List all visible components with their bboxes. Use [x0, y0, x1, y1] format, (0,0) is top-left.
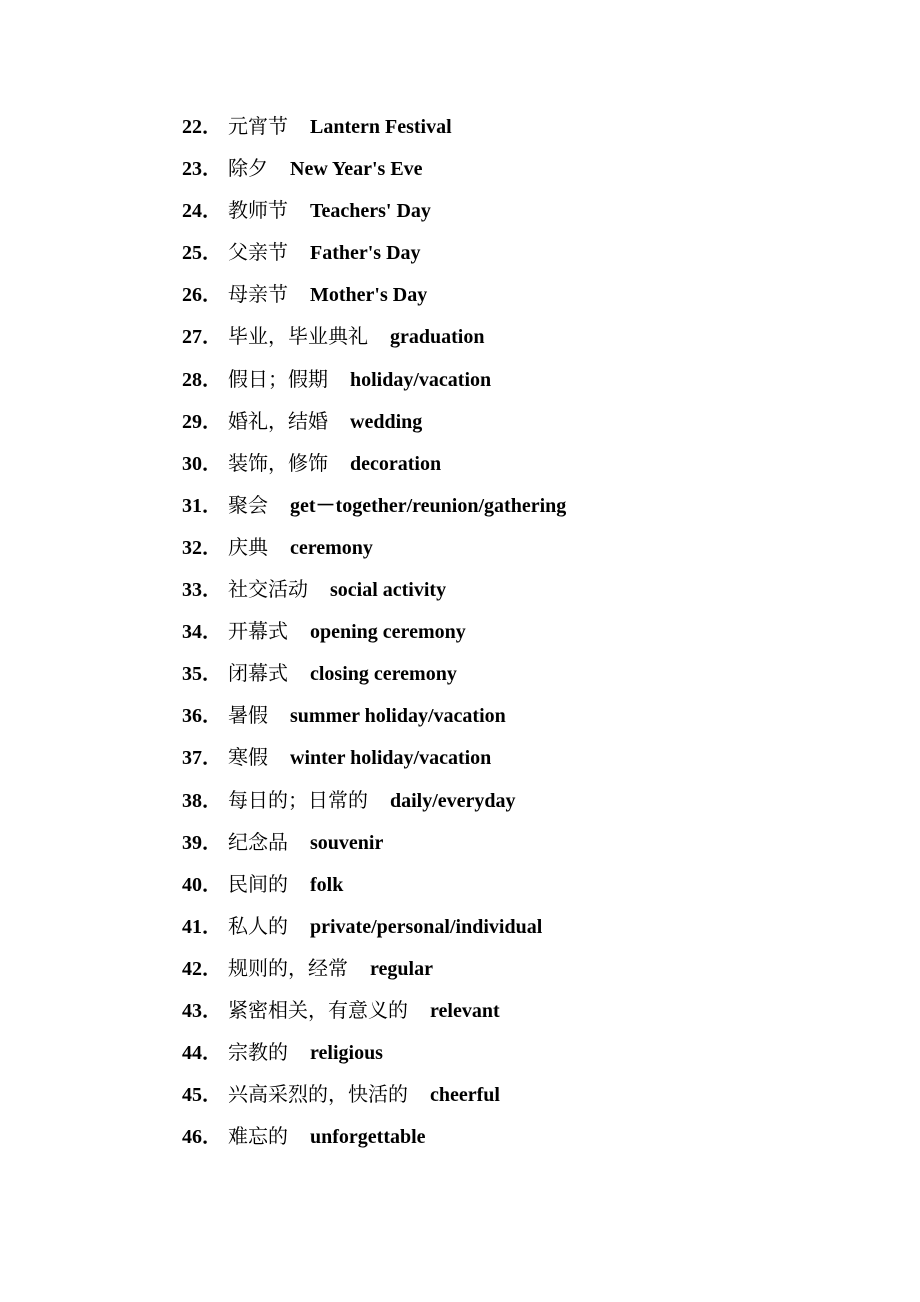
entry-separator: ．: [202, 873, 222, 896]
english-term: cheerful: [430, 1084, 500, 1107]
english-term: opening ceremony: [310, 621, 466, 644]
entry-number: 36: [182, 705, 202, 728]
vocab-entry: [182, 191, 566, 233]
entry-number: 35: [182, 663, 202, 686]
entry-separator: ．: [202, 579, 222, 602]
entry-separator: ．: [202, 705, 222, 728]
entry-number: 33: [182, 579, 202, 602]
english-term: summer holiday/vacation: [290, 705, 506, 728]
entry-separator: ．: [202, 957, 222, 980]
english-term: Lantern Festival: [310, 116, 452, 138]
vocab-entry: [182, 402, 566, 444]
vocab-entry: [182, 444, 566, 486]
entry-separator: ．: [202, 621, 222, 644]
chinese-term: 教师节: [228, 198, 288, 223]
chinese-term: 兴高采烈的，快活的: [228, 1082, 408, 1107]
entry-number: 27: [182, 326, 202, 349]
english-term: graduation: [390, 326, 485, 349]
english-term: ceremony: [290, 536, 373, 559]
english-term: decoration: [350, 452, 442, 475]
english-term: unforgettable: [310, 1126, 426, 1149]
english-term: get－together/reunion/gathering: [290, 494, 567, 517]
chinese-term: 庆典: [228, 534, 268, 559]
chinese-term: 毕业，毕业典礼: [228, 324, 368, 349]
entry-number: 41: [182, 915, 202, 938]
entry-separator: ．: [202, 452, 222, 475]
chinese-term: 寒假: [228, 745, 268, 770]
entry-number: 29: [182, 410, 202, 433]
vocab-entry: [182, 486, 566, 528]
english-term: relevant: [430, 999, 500, 1022]
entry-separator: ．: [202, 284, 222, 307]
vocab-entry: [182, 1033, 566, 1075]
chinese-term: 装饰，修饰: [228, 450, 328, 475]
entry-separator: ．: [202, 747, 222, 770]
chinese-term: 社交活动: [228, 577, 308, 602]
english-term: daily/everyday: [390, 789, 516, 812]
chinese-term: 父亲节: [228, 240, 288, 265]
english-term: holiday/vacation: [350, 368, 492, 391]
vocab-entry: [182, 949, 566, 991]
vocab-entry: [182, 738, 566, 780]
entry-number: 34: [182, 621, 202, 644]
english-term: social activity: [330, 579, 447, 602]
vocab-entry: [182, 275, 566, 317]
entry-separator: ．: [202, 831, 222, 854]
vocab-entry: [182, 317, 566, 359]
entry-separator: ．: [202, 789, 222, 812]
chinese-term: 开幕式: [228, 619, 288, 644]
entry-separator: ．: [202, 1126, 222, 1149]
vocab-entry: [182, 865, 566, 907]
chinese-term: 闭幕式: [228, 661, 288, 686]
entry-number: 38: [182, 789, 202, 812]
english-term: closing ceremony: [310, 663, 457, 686]
english-term: religious: [310, 1042, 383, 1065]
english-term: folk: [310, 873, 344, 896]
entry-separator: ．: [202, 326, 222, 349]
entry-number: 28: [182, 368, 202, 391]
vocab-entry: [182, 781, 566, 823]
entry-number: 37: [182, 747, 202, 770]
entry-number: 31: [182, 494, 202, 517]
entry-separator: ．: [202, 116, 222, 138]
english-term: New Year's Eve: [290, 158, 423, 181]
entry-separator: ．: [202, 200, 222, 223]
entry-separator: ．: [202, 368, 222, 391]
vocab-entry: [182, 654, 566, 696]
vocab-entry: [182, 1117, 566, 1159]
entry-separator: ．: [202, 410, 222, 433]
entry-number: 46: [182, 1126, 202, 1149]
vocab-entry: [182, 528, 566, 570]
english-term: souvenir: [310, 831, 384, 854]
chinese-term: 民间的: [228, 871, 288, 896]
chinese-term: 婚礼，结婚: [228, 408, 328, 433]
entry-separator: ．: [202, 158, 222, 181]
entry-separator: ．: [202, 536, 222, 559]
chinese-term: 假日；假期: [228, 366, 328, 391]
entry-number: 30: [182, 452, 202, 475]
entry-number: 32: [182, 536, 202, 559]
entry-number: 45: [182, 1084, 202, 1107]
chinese-term: 母亲节: [228, 282, 288, 307]
english-term: Father's Day: [310, 242, 421, 265]
entry-separator: ．: [202, 1042, 222, 1065]
vocab-entry: [182, 823, 566, 865]
chinese-term: 纪念品: [228, 829, 288, 854]
english-term: private/personal/individual: [310, 915, 543, 938]
english-term: regular: [370, 957, 433, 980]
vocab-entry: [182, 233, 566, 275]
english-term: Teachers' Day: [310, 200, 431, 223]
entry-separator: ．: [202, 494, 222, 517]
vocab-entry: [182, 360, 566, 402]
entry-number: 40: [182, 873, 202, 896]
chinese-term: 元宵节: [228, 114, 288, 138]
vocab-entry: [182, 107, 566, 149]
vocabulary-list: [182, 107, 566, 1159]
english-term: Mother's Day: [310, 284, 428, 307]
chinese-term: 规则的，经常: [228, 955, 348, 980]
vocab-entry: [182, 149, 566, 191]
entry-number: 42: [182, 957, 202, 980]
entry-number: 26: [182, 284, 202, 307]
entry-number: 22: [182, 116, 202, 138]
chinese-term: 紧密相关，有意义的: [228, 997, 408, 1022]
entry-separator: ．: [202, 999, 222, 1022]
chinese-term: 私人的: [228, 913, 288, 938]
english-term: wedding: [350, 410, 423, 433]
vocab-entry: [182, 612, 566, 654]
chinese-term: 暑假: [228, 703, 268, 728]
chinese-term: 聚会: [228, 492, 268, 517]
vocab-entry: [182, 907, 566, 949]
entry-number: 39: [182, 831, 202, 854]
vocab-entry: [182, 1075, 566, 1117]
entry-separator: ．: [202, 1084, 222, 1107]
entry-number: 24: [182, 200, 202, 223]
entry-separator: ．: [202, 663, 222, 686]
entry-separator: ．: [202, 242, 222, 265]
entry-number: 43: [182, 999, 202, 1022]
vocab-entry: [182, 991, 566, 1033]
chinese-term: 宗教的: [228, 1040, 288, 1065]
entry-number: 25: [182, 242, 202, 265]
chinese-term: 除夕: [228, 156, 268, 181]
chinese-term: 难忘的: [228, 1124, 288, 1149]
entry-number: 44: [182, 1042, 202, 1065]
entry-number: 23: [182, 158, 202, 181]
entry-separator: ．: [202, 915, 222, 938]
chinese-term: 每日的；日常的: [228, 787, 368, 812]
vocab-entry: [182, 696, 566, 738]
vocab-entry: [182, 570, 566, 612]
english-term: winter holiday/vacation: [290, 747, 492, 770]
